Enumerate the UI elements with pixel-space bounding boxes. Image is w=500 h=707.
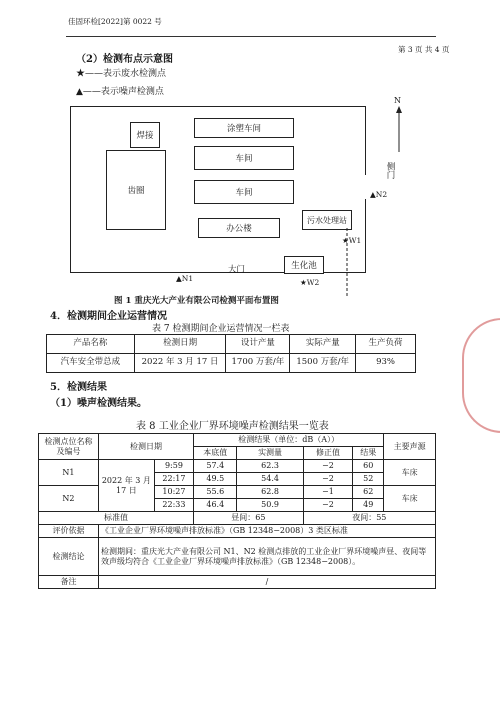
- section-title-results: 5．检测结果: [50, 382, 107, 393]
- section-title-layout: （2）检测布点示意图: [76, 54, 173, 65]
- page-number: 第 3 页 共 4 页: [398, 45, 450, 54]
- triangle-icon: ▲: [176, 274, 182, 283]
- operation-table: [46, 334, 416, 373]
- table-row: 22:17 49.5 54.4 −2 52: [39, 473, 436, 486]
- table-header-row: 产品名称 检测日期 设计产量 实际产量 生产负荷: [47, 335, 416, 354]
- seal-stamp: [462, 318, 500, 433]
- water-point-w1: ★W1: [342, 236, 362, 245]
- noise-point-n2: ▲N2: [370, 190, 388, 199]
- side-gate-label: 侧门: [385, 162, 395, 179]
- section-title-operation: 4．检测期间企业运营情况: [50, 311, 167, 322]
- north-label: N: [394, 96, 401, 105]
- report-number: 佳固环检[2022]第 0022 号: [68, 17, 162, 26]
- office-building: 办公楼: [198, 218, 280, 238]
- table-row: N1 2022 年 3 月 17 日 9:59 57.4 62.3 −2 60 车床: [39, 460, 436, 473]
- table-row: 汽车安全带总成 2022 年 3 月 17 日 1700 万套/年 1500 万套/年 93%: [47, 354, 416, 373]
- table-header-row: 检测点位名称及编号 检测日期 检测结果（单位：dB（A）） 主要声源: [39, 434, 436, 447]
- north-arrow-icon: [394, 106, 404, 154]
- painting-shop: 涂塑车间: [194, 118, 294, 138]
- water-point-w2: ★W2: [300, 278, 320, 287]
- standard-row: 标准值 昼间：65 夜间：55: [39, 512, 436, 525]
- table-row: 22:33 46.4 50.9 −2 49: [39, 499, 436, 512]
- triangle-icon: ▲: [76, 87, 83, 97]
- subsection-noise: （1）噪声检测结果。: [50, 398, 147, 409]
- side-gate-gap: [364, 175, 368, 199]
- header-rule: [66, 36, 436, 37]
- gear-shop: 齿圈: [106, 150, 166, 230]
- star-icon: ★: [342, 236, 349, 245]
- table8-title: 表 8 工业企业厂界环境噪声检测结果一览表: [136, 421, 329, 432]
- remark-row: 备注 /: [39, 576, 436, 589]
- table-row: N2 10:27 55.6 62.8 −1 62 车床: [39, 486, 436, 499]
- main-gate-label: 大门: [228, 265, 246, 275]
- star-icon: ★: [76, 69, 86, 79]
- noise-results-table: [38, 433, 436, 589]
- biochem-tank: 生化池: [284, 256, 324, 274]
- legend-noise: ▲——表示噪声检测点: [76, 87, 164, 97]
- table-header-row: 本底值 实测量 修正值 结果: [39, 447, 436, 460]
- star-icon: ★: [300, 278, 307, 287]
- welding-shop: 焊接: [130, 122, 160, 148]
- noise-point-n1: ▲N1: [176, 274, 194, 283]
- triangle-icon: ▲: [370, 190, 376, 199]
- figure-caption: 图 1 重庆光大产业有限公司检测平面布置图: [114, 296, 279, 306]
- basis-row: 评价依据 《工业企业厂界环境噪声排放标准》（GB 12348−2008）3 类区标准: [39, 525, 436, 538]
- workshop-1: 车间: [194, 146, 294, 170]
- conclusion-row: 检测结论 检测期间：重庆光大产业有限公司 N1、N2 检测点排放的工业企业厂界环境噪声昼、夜间等效声级均符合《工业企业厂界环境噪声排放标准》（GB 12348−2008）。: [39, 538, 436, 576]
- table7-title: 表 7 检测期间企业运营情况一栏表: [152, 324, 290, 334]
- workshop-2: 车间: [194, 180, 294, 204]
- sewage-station: 污水处理站: [302, 210, 352, 230]
- legend-water: ★——表示废水检测点: [76, 69, 167, 79]
